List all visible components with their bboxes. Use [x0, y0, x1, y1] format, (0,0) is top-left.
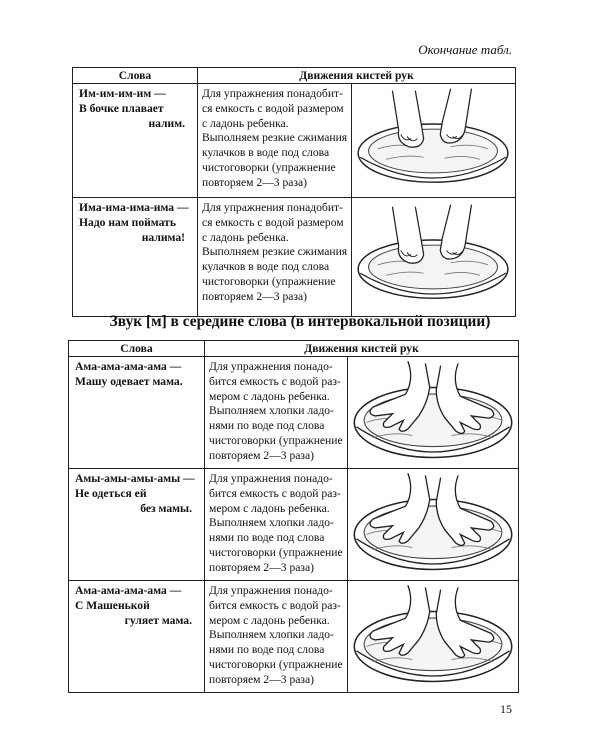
description-line: повторяем 2—3 раза) [202, 175, 308, 189]
column-header-words: Слова [69, 341, 205, 357]
description-line: мером с ладонь ребенка. [209, 501, 330, 515]
description-line: Выполняем хлопки ладо- [209, 516, 334, 530]
chant-words-cell [73, 84, 198, 198]
description-line: нями по воде под слова [209, 643, 325, 657]
table-row [69, 581, 519, 693]
column-header-movements: Движения кистей рук [205, 341, 519, 357]
chant-line: без мамы. [140, 501, 192, 515]
page-number: 15 [500, 702, 512, 716]
description-line: нями по воде под слова [209, 419, 325, 433]
chant-line: налим. [148, 116, 185, 130]
description-line: повторяем 2—3 раза) [202, 289, 308, 303]
table-row [73, 198, 516, 317]
description-line: ся емкость с водой размером [202, 215, 344, 229]
column-header-words: Слова [73, 68, 198, 84]
description-line: бится емкость с водой раз- [209, 374, 341, 388]
chant-words-cell [73, 198, 198, 317]
description-line: ся емкость с водой размером [202, 101, 344, 115]
palms-slapping-water-illustration [351, 471, 515, 575]
description-line: с ладонь ребенка. [202, 116, 289, 130]
description-line: кулачков в воде под слова [202, 260, 330, 274]
description-line: чистоговорки (упражнение [209, 546, 343, 560]
illustration-cell [348, 469, 519, 581]
chant-line: С Машенькой [75, 598, 150, 612]
table-header-row [69, 341, 519, 357]
exercise-description-cell [198, 198, 352, 317]
description-line: Для упражнения понадо- [209, 584, 333, 597]
description-line: кулачков в воде под слова [202, 146, 330, 160]
illustration-cell [348, 581, 519, 693]
table-row [73, 84, 516, 198]
chant-line: Ама-ама-ама-ама — [75, 360, 182, 373]
column-header-movements: Движения кистей рук [198, 68, 516, 84]
chant-words-cell [69, 357, 205, 469]
chant-line: Не одеться ей [75, 486, 147, 500]
chant-line: В бочке плавает [79, 101, 164, 115]
description-line: мером с ладонь ребенка. [209, 389, 330, 403]
description-line: чистоговорки (упражнение [209, 434, 343, 448]
chant-line: налима! [141, 230, 185, 244]
description-line: Выполняем резкие сжимания [202, 131, 348, 145]
description-line: Для упражнения понадо- [209, 360, 333, 373]
table-row [69, 357, 519, 469]
chant-line: Амы-амы-амы-амы — [75, 472, 195, 485]
description-line: повторяем 2—3 раза) [209, 560, 315, 574]
description-line: повторяем 2—3 раза) [209, 672, 315, 686]
illustration-cell [352, 198, 516, 317]
description-line: Для упражнения понадо- [209, 472, 333, 485]
table-row [69, 469, 519, 581]
chant-line: гуляет мама. [124, 613, 192, 627]
description-line: повторяем 2—3 раза) [209, 448, 315, 462]
hands-in-water-basin-illustration [355, 200, 511, 308]
chant-line: Има-има-има-има — [79, 201, 189, 214]
hands-in-water-basin-illustration [355, 86, 511, 190]
exercise-table-1 [72, 67, 516, 317]
description-line: мером с ладонь ребенка. [209, 613, 330, 627]
palms-slapping-water-illustration [351, 583, 515, 687]
palms-slapping-water-illustration [351, 359, 515, 463]
description-line: Выполняем хлопки ладо- [209, 628, 334, 642]
exercise-description-cell [205, 581, 348, 693]
table-continuation-caption: Окончание табл. [418, 42, 512, 57]
description-line: с ладонь ребенка. [202, 230, 289, 244]
chant-line: Ама-ама-ама-ама — [75, 584, 182, 597]
chant-line: Надо нам поймать [79, 215, 176, 229]
description-line: Выполняем резкие сжимания [202, 245, 348, 259]
description-line: чистоговорки (упражнение [202, 275, 336, 289]
description-line: бится емкость с водой раз- [209, 598, 341, 612]
chant-words-cell [69, 469, 205, 581]
description-line: чистоговорки (упражнение [202, 161, 336, 175]
illustration-cell [352, 84, 516, 198]
section-heading: Звук [м] в середине слова (в интервокальной позиции) [109, 313, 491, 330]
chant-words-cell [69, 581, 205, 693]
exercise-table-2 [68, 340, 519, 693]
description-line: нями по воде под слова [209, 531, 325, 545]
exercise-description-cell [205, 469, 348, 581]
exercise-description-cell [198, 84, 352, 198]
description-line: бится емкость с водой раз- [209, 486, 341, 500]
description-line: Выполняем хлопки ладо- [209, 404, 334, 418]
description-line: Для упражнения понадобит- [202, 87, 343, 100]
chant-line: Машу одевает мама. [75, 374, 183, 388]
table-header-row [73, 68, 516, 84]
chant-line: Им-им-им-им — [79, 87, 166, 100]
exercise-description-cell [205, 357, 348, 469]
description-line: Для упражнения понадобит- [202, 201, 343, 214]
description-line: чистоговорки (упражнение [209, 658, 343, 672]
illustration-cell [348, 357, 519, 469]
